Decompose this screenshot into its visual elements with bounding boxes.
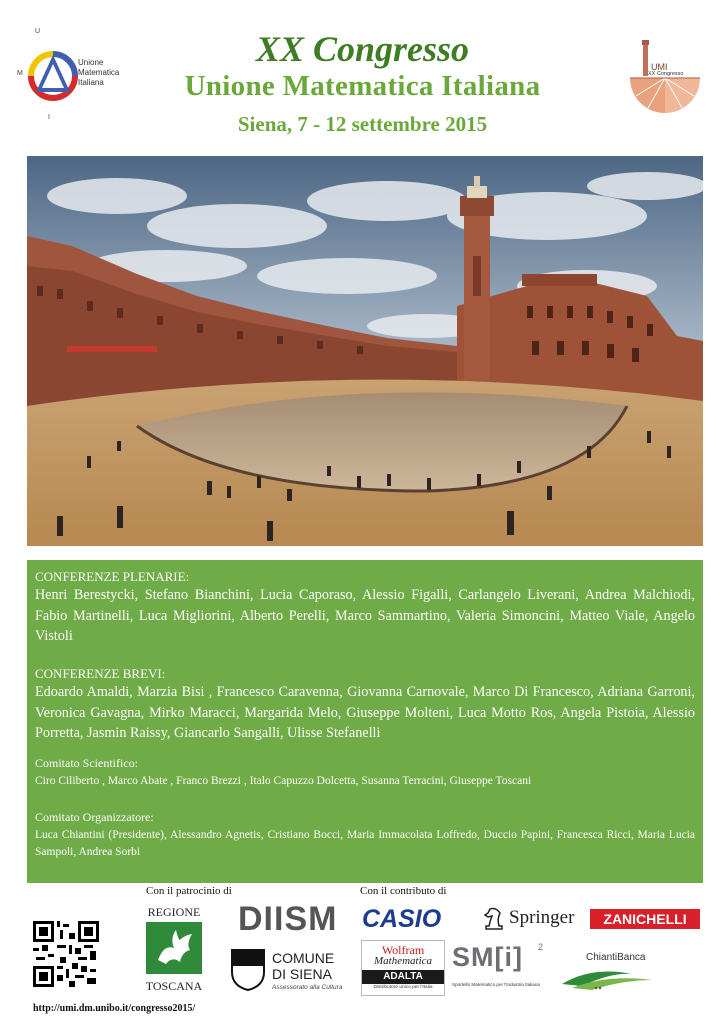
umi-letter-i-bottom: I: [48, 114, 50, 121]
umi-text-line: Italiana: [78, 78, 104, 87]
adalta-text: ADALTA: [362, 970, 444, 984]
plenary-speakers: Henri Berestycki, Stefano Bianchini, Lucia Caporaso, Alessio Figalli, Carlangelo Liverani, Andrea Malchiodi, Fabio Martinelli, Luca Migliorini, Alberto Perelli, Marco Sammartino, Valeria Simoncini, Matteo Viale, Angelo Vistoli: [35, 587, 695, 644]
chianti-hills-icon: [562, 964, 662, 990]
xx-congress-badge: [626, 38, 704, 118]
scientific-committee-members: Ciro Ciliberto , Marco Abate , Franco Brezzi , Italo Capuzzo Dolcetta, Susanna Terracini, Giuseppe Toscani: [35, 775, 532, 787]
patronage-label: Con il patrocinio di: [146, 885, 232, 897]
pegasus-icon: [146, 922, 202, 974]
casio-logo: CASIO: [362, 905, 442, 933]
smi-superscript: 2: [538, 942, 544, 952]
regione-toscana-logo: [140, 905, 208, 997]
comune-line1: COMUNE: [272, 950, 335, 966]
contribution-label: Con il contributo di: [360, 885, 447, 897]
organizing-committee-members: Luca Chiantini (Presidente), Alessandro Agnetis, Cristiano Bocci, Maria Immacolata Loffredo, Duccio Papini, Francesca Ricci, Maria Lucia Sampoli, Andrea Sorbi: [35, 829, 695, 858]
umi-text-line: Matematica: [78, 68, 120, 77]
umi-letter-u: U: [35, 28, 41, 35]
congress-url-link[interactable]: http://umi.dm.unibo.it/congresso2015/: [33, 1003, 196, 1014]
union-title: Unione Matematica Italiana: [184, 70, 541, 102]
tower-fan-icon: [626, 38, 704, 118]
comune-line3: Assessorato alla Cultura: [272, 984, 343, 991]
speakers-panel: [27, 560, 703, 883]
umi-text-line: Unione: [78, 58, 104, 67]
scientific-committee-heading: Comitato Scientifico:: [35, 756, 138, 770]
organizing-committee-heading: Comitato Organizzatore:: [35, 810, 154, 824]
chess-knight-icon: [482, 905, 506, 931]
wolfram-adalta-logo: [361, 940, 445, 996]
chiantibanca-text: ChiantiBanca: [586, 952, 646, 963]
springer-logo: [482, 905, 584, 933]
comune-siena-logo: [230, 948, 345, 998]
adalta-caption: Distributore unico per l'Italia: [373, 985, 433, 990]
chiantibanca-logo: [562, 952, 662, 992]
zanichelli-logo: ZANICHELLI: [590, 909, 700, 929]
wolfram-text: Wolfram: [381, 943, 425, 957]
plenary-heading: CONFERENZE PLENARIE:: [35, 569, 190, 584]
toscana-text: TOSCANA: [145, 979, 203, 993]
regione-text: REGIONE: [147, 905, 201, 919]
comune-line2: DI SIENA: [272, 966, 332, 982]
smi-text: SM[i]: [452, 942, 523, 972]
piazza-del-campo-photo: [27, 156, 703, 546]
congress-title: XX Congresso: [255, 29, 470, 69]
siena-shield-icon: [230, 948, 266, 992]
badge-umi-text: UMI: [651, 62, 668, 72]
dates-subtitle: Siena, 7 - 12 settembre 2015: [237, 112, 488, 136]
badge-congress-text: XX Congresso: [648, 71, 684, 77]
smi-logo: [452, 942, 552, 994]
smi-caption: Sportello Matematico per l'Industria Italiana: [452, 982, 540, 987]
qr-code[interactable]: [33, 921, 99, 987]
piazza-image: [27, 156, 703, 546]
umi-letter-m: M: [17, 70, 23, 77]
diism-logo: DIISM: [238, 900, 338, 938]
short-talks-speakers: Edoardo Amaldi, Marzia Bisi , Francesco Caravenna, Giovanna Carnovale, Marco Di Francesco, Adriana Garroni, Veronica Gavagna, Mirko Maracci, Margarida Melo, Giuseppe Molteni, Luca Motto Ros, Angela Pistoia, Alessio Porretta, Jasmin Raissy, Giancarlo Sangalli, Ulisse Stefanelli: [35, 684, 695, 741]
qr-code-icon: [33, 921, 99, 987]
short-talks-heading: CONFERENZE BREVI:: [35, 666, 166, 681]
springer-text: Springer: [509, 907, 575, 928]
mathematica-text: Mathematica: [373, 955, 433, 967]
